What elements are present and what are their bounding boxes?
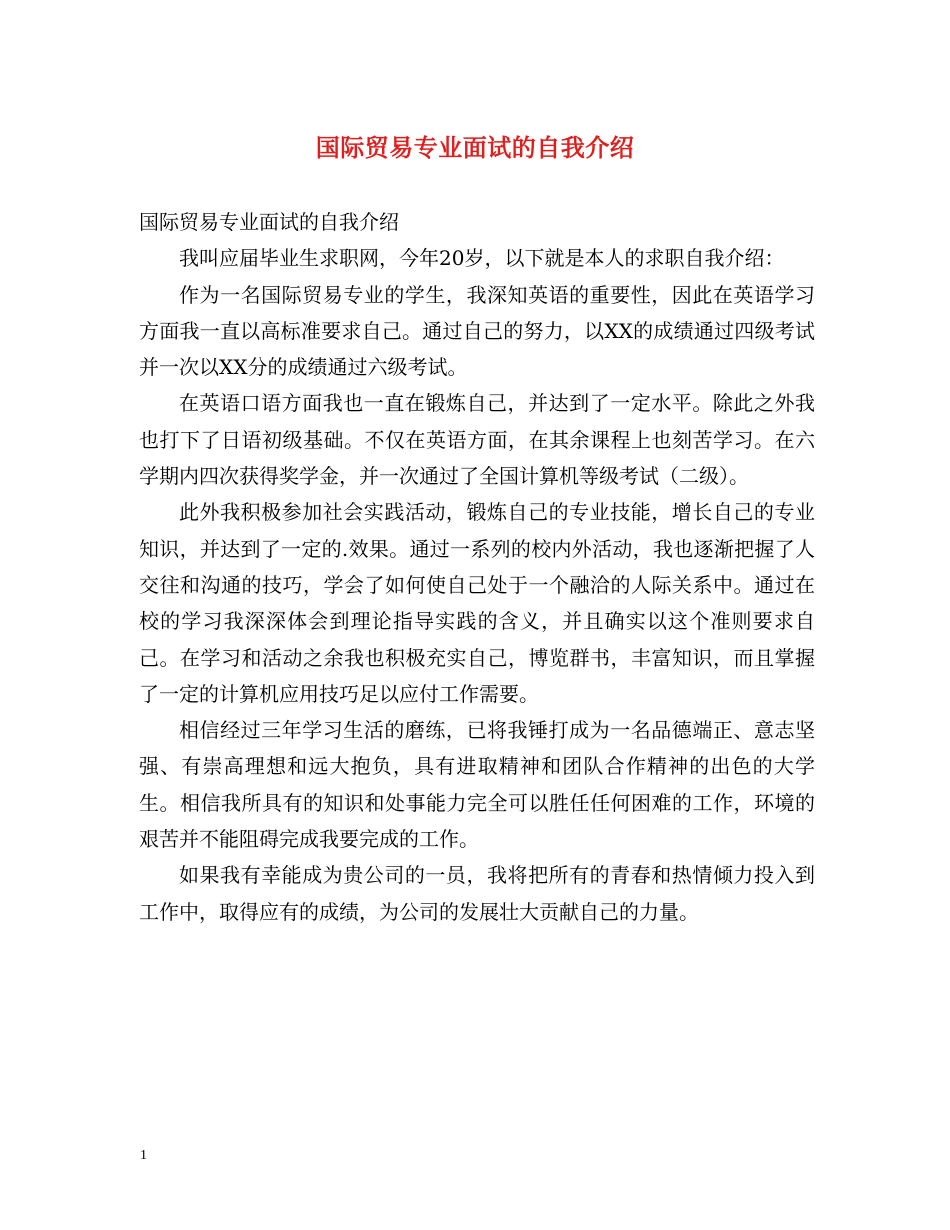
paragraph-english-study: 作为一名国际贸易专业的学生，我深知英语的重要性，因此在英语学习方面我一直以高标准要求自己。通过自己的努力，以XX的成绩通过四级考试并一次以XX分的成绩通过六级考试。 bbox=[139, 282, 815, 380]
page-number: 1 bbox=[140, 1148, 147, 1163]
paragraph-character: 相信经过三年学习生活的磨练，已将我锤打成为一名品德端正、意志坚强、有崇高理想和远大抱负，具有进取精神和团队合作精神的出色的大学生。相信我所具有的知识和处事能力完全可以胜任任何困难的工作，环境的艰苦并不能阻碍完成我要完成的工作。 bbox=[139, 718, 815, 852]
paragraph-closing: 如果我有幸能成为贵公司的一员，我将把所有的青春和热情倾力投入到工作中，取得应有的成绩，为公司的发展壮大贡献自己的力量。 bbox=[139, 863, 815, 924]
lead-line: 国际贸易专业面试的自我介绍 bbox=[139, 210, 399, 234]
document-body bbox=[139, 204, 815, 930]
document-title: 国际贸易专业面试的自我介绍 bbox=[315, 133, 635, 162]
paragraph-social-practice: 此外我积极参加社会实践活动，锻炼自己的专业技能，增长自己的专业知识，并达到了一定的.效果。通过一系列的校内外活动，我也逐渐把握了人交往和沟通的技巧，学会了如何使自己处于一个融洽的人际关系中。通过在校的学习我深深体会到理论指导实践的含义，并且确实以这个准则要求自己。在学习和活动之余我也积极充实自己，博览群书，丰富知识，而且掌握了一定的计算机应用技巧足以应付工作需要。 bbox=[139, 500, 815, 706]
paragraph-oral-english: 在英语口语方面我也一直在锻炼自己，并达到了一定水平。除此之外我也打下了日语初级基础。不仅在英语方面，在其余课程上也刻苦学习。在六学期内四次获得奖学金，并一次通过了全国计算机等级考试（二级）。 bbox=[139, 391, 815, 489]
paragraph-intro: 我叫应届毕业生求职网，今年20岁，以下就是本人的求职自我介绍： bbox=[179, 246, 785, 271]
